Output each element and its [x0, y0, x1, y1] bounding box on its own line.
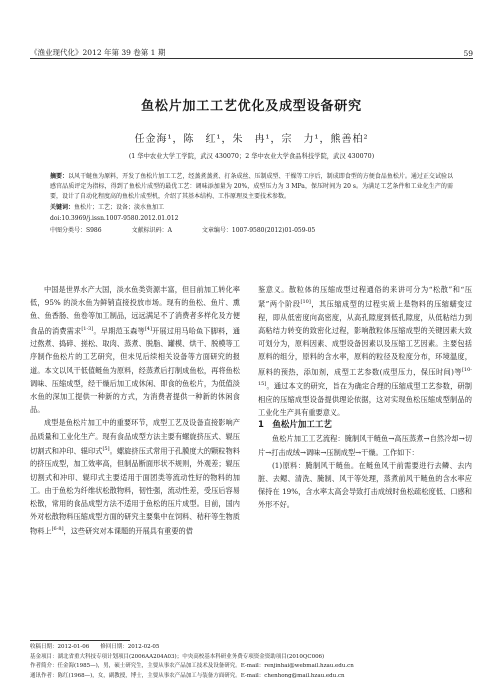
abstract	[50, 172, 453, 202]
left-column	[30, 283, 240, 538]
fund-info: 基金项目：湖北省重大科技专项计划项目(2006AA204A03)；中央高校基本科研业务费专项资金资助项目(2010QC006)	[30, 653, 325, 660]
clc-number: 中图分类号：S986	[50, 227, 102, 234]
author-bio: 作者简介：任金海(1985—)，男，硕士研究生，主要从事农产品加工技术及设备研究。E-mail：renjinhai@webmail.hzau.edu.cn	[30, 663, 354, 669]
article-number: 文章编号：1007-9580(2012)01-059-05	[201, 227, 316, 234]
intro-paragraph-2: 成型是鱼松片加工中的重要环节，成型工艺及设备直接影响产品质量和工业化生产。现有食品成型方法主要有螺旋挤压式、辊压切割式和冲印、辊印式[5]。螺旋挤压式常用于孔膜度大的颗粒物料的挤压成型，加工效率高，但制品断面形状不规则，外观差；辊压切割式和冲印、辊印式主要适用于面团类等流动性好的物料的加工。由于鱼松为纤维状松散物料，韧性强，流动性差，受压后容易松散，常用的食品成型方法不适用于鱼松的压片成型。目前，国内外对松散物料压缩成型方面的研究主要集中在饲料、秸秆等生物质物料上[6-8]，这些研究对本课题的开展具有重要的借	[30, 418, 240, 536]
corresponding-author: 通讯作者：陈红(1968—)，女，副教授，博士，主要从事农产品加工与装备方面研究。E-mail：chenhong@mail.hzau.edu.cn	[30, 672, 345, 679]
citation: [6-8]	[51, 526, 64, 533]
abstract-label: 摘要：	[50, 173, 69, 180]
journal-info: 《渔业现代化》2012 年第 39 卷第 1 期	[30, 48, 166, 57]
citation: [4]	[144, 325, 152, 332]
affiliation: (1 华中农业大学工学院，武汉 430070；2 华中农业大学食品科技学院，武汉 430070)	[128, 153, 375, 160]
author-list: 任金海¹，陈 红¹，朱 冉¹，宗 力¹，熊善柏²	[134, 134, 369, 145]
footnote-rule	[30, 640, 130, 641]
citation: [10]	[300, 299, 311, 306]
footnotes	[30, 643, 473, 681]
page-number: 59	[463, 49, 473, 58]
citation: [10-15]	[258, 366, 472, 388]
document-code: 文献标识码：A	[131, 227, 172, 234]
keywords-text: 鱼松片；工艺；设备；淡水鱼加工	[74, 204, 165, 211]
received-date: 收稿日期：2012-01-06 修回日期：2012-02-05	[30, 644, 160, 650]
keywords	[50, 203, 453, 213]
abstract-text: 以风干鲢鱼为原料，开发了鱼松片加工工艺，经蒸煮蒸煮、打条成丝、压制成型、干燥等工序后，制成即食型的方便食品鱼松片。通过正交试验以感官品质评定为指标，得到了鱼松片成型的最优工艺：调味添加量为 20%，成型压力为 3 MPa，保压时间为 20 s。为满足工艺条件和工业化生产的需要，设计了自动化程度高的鱼松片成型机，介绍了其基本结构、工作原理及主要技术参数。	[50, 173, 453, 200]
abstract-block	[50, 172, 453, 236]
process-paragraph: 鱼松片加工工艺流程：腌制风干鲢鱼→高压蒸煮→自然冷却→切片→打击成绒→调味→压制成型→干燥。工作如下：	[258, 434, 472, 457]
doi: doi:10.3969/j.issn.1007-9580.2012.01.012	[50, 215, 179, 222]
paper-title: 鱼松片加工工艺优化及成型设备研究	[141, 99, 362, 114]
citation: [1-3]	[81, 325, 94, 332]
material-paragraph: (1)原料：腌制风干鲢鱼。在鲢鱼风干前需要进行去鳞、去内脏、去鳃、清洗、腌制、风干等处理，蒸煮前风干鲢鱼的含水率应保持在 19%，含水率太高会导致打击成绒时鱼松疏松度低、口感和外形不好。	[258, 460, 472, 510]
header-rule	[30, 58, 473, 59]
section-heading: 1 鱼松片加工工艺	[258, 420, 332, 431]
intro-paragraph-1: 中国是世界水产大国，淡水鱼类资源丰富，但目前加工转化率低，95% 的淡水鱼为鲜销直接投放市场。现有的鱼松、鱼片、熏鱼、鱼香肠、鱼卷等加工制品，远远满足不了消费者多样化及方便食品的消费需求[1-3]。早期范玉森等[4]开展过用马哈鱼下脚料，通过熬煮、捣碎、搓松、取肉、蒸煮、脱脂、罐模、烘干、脱模等工序制作鱼松片的工艺研究，但未见后续相关设备等方面研究的报道。本文以风干低值鲢鱼为原料，经蒸煮后打制成鱼松，再将鱼松调味、压缩成型，经干燥后加工成休闲、即食的鱼松片，为低值淡水鱼的深加工提供一种新的方式，为消费者提供一种新的休闲食品。	[30, 285, 240, 415]
citation: [5]	[102, 445, 110, 452]
intro-paragraph-3: 鉴意义。散粒体的压缩成型过程通俗的来讲可分为“松散”和“压紧”两个阶段[10]，其压缩成型的过程实质上是物料的压缩蠕变过程，即从低密度向高密度，从高孔隙度到低孔隙度，从低粘结力到高粘结力转变的致密化过程，影响散粒体压缩成型的关键因素大致可划分为，原料因素、成型设备因素以及压缩工艺因素。主要包括原料的组分，原料的含水率，原料的粒径及粒度分布，环境温度，原料的预热，添加剂，成型工艺参数(成型压力，保压时间)等[10-15]。通过本文的研究，旨在为确定合理的压缩成型工艺参数，研制相应的压缩成型设备提供理论依据，这对实现鱼松压缩成型制品的工业化生产具有重要意义。	[258, 285, 472, 417]
running-header	[30, 44, 473, 58]
keywords-label: 关键词：	[50, 204, 75, 211]
right-column	[258, 283, 472, 512]
classification-row	[50, 226, 453, 236]
